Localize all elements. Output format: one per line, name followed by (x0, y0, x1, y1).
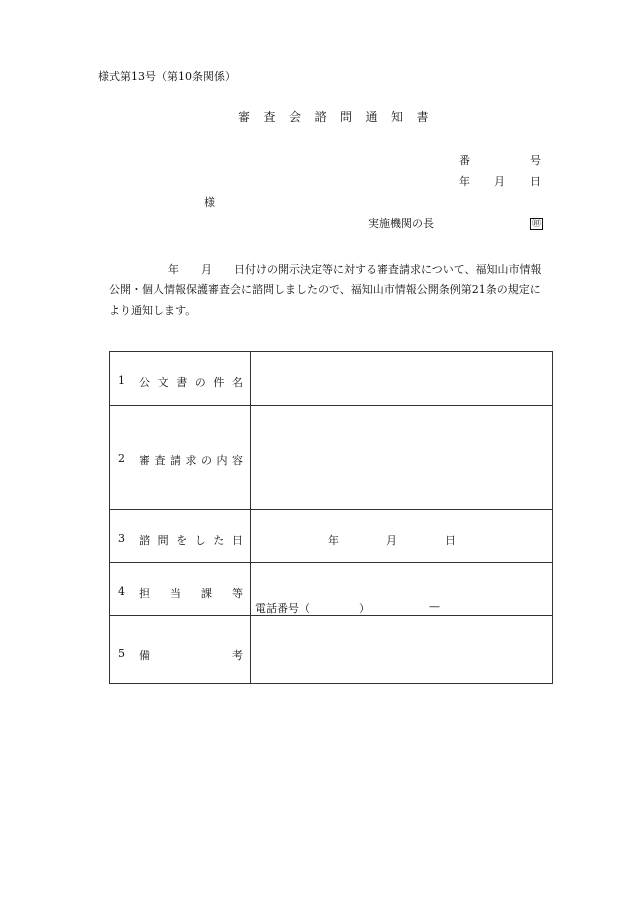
row-label (110, 352, 251, 405)
body-line1-text: 日付けの開示決定等に対する審査請求について、福知山市情報 (234, 263, 542, 276)
label-char: 求 (185, 454, 197, 467)
label-char: 請 (170, 454, 181, 467)
label-char: 課 (201, 587, 212, 600)
row-label-text (139, 374, 243, 390)
label-char: 内 (216, 454, 228, 467)
date-day-label: 日 (445, 534, 456, 547)
body-month: 月 (201, 263, 212, 276)
remarks-field[interactable] (251, 616, 552, 684)
department-field[interactable] (251, 563, 552, 615)
request-content-field[interactable] (251, 406, 552, 509)
label-char: 諮 (139, 534, 150, 547)
document-number-label: 番 (459, 154, 470, 167)
label-char: 担 (139, 587, 150, 600)
body-text-line (168, 264, 542, 275)
title-char: 通 (365, 110, 378, 124)
date-month-label: 月 (386, 534, 397, 547)
label-char: 問 (157, 534, 169, 547)
form-number: 様式第13号（第10条関係） (98, 70, 236, 83)
title-char: 知 (391, 110, 404, 124)
label-char: 件 (213, 376, 225, 389)
label-char: 当 (170, 587, 181, 600)
label-char: 書 (176, 376, 188, 389)
row-number: 5 (118, 647, 125, 660)
table-row (110, 562, 552, 615)
label-char: の (194, 376, 206, 389)
phone-dash: — (429, 600, 440, 613)
notice-table (109, 351, 553, 684)
table-row (110, 615, 552, 684)
table-row (110, 509, 552, 562)
label-char: を (176, 534, 188, 547)
table-row (110, 405, 552, 509)
row-number: 1 (118, 374, 125, 387)
label-char: 公 (139, 376, 150, 389)
label-char: 容 (232, 454, 243, 467)
label-char: の (201, 454, 212, 467)
row-number: 4 (118, 585, 125, 598)
label-char: 考 (232, 649, 243, 662)
row-number: 2 (118, 452, 125, 465)
label-char: 審 (139, 454, 150, 467)
label-char: た (213, 534, 225, 547)
row-label-text (139, 532, 243, 548)
row-label-text (139, 452, 243, 468)
row-number: 3 (118, 532, 125, 545)
date-year-label: 年 (328, 534, 339, 547)
label-char: 備 (139, 649, 150, 662)
title-char: 諮 (314, 110, 327, 124)
title-char: 問 (340, 110, 353, 124)
row-label (110, 406, 251, 509)
phone-close-paren: ） (359, 602, 370, 615)
row-label (110, 563, 251, 615)
label-char: 文 (157, 376, 169, 389)
document-number-suffix: 号 (530, 154, 541, 167)
body-year: 年 (168, 263, 179, 276)
label-char: 名 (231, 376, 243, 389)
document-title-field[interactable] (251, 352, 552, 405)
document-title (238, 111, 442, 123)
sender-title: 実施機関の長 (368, 217, 434, 230)
row-label-text (139, 585, 243, 601)
phone-label: 電話番号（ (255, 602, 310, 615)
label-char: 日 (231, 534, 243, 547)
table-row (110, 352, 552, 405)
row-label-text (139, 647, 243, 663)
title-char: 書 (416, 110, 429, 124)
label-char: 等 (232, 587, 243, 600)
body-text-line: より通知します。 (109, 304, 197, 317)
row-label (110, 616, 251, 684)
label-char: し (194, 534, 206, 547)
title-char: 査 (263, 110, 276, 124)
issue-date-year: 年 (459, 175, 470, 188)
consultation-date-field[interactable] (251, 510, 552, 562)
issue-date-month: 月 (494, 175, 505, 188)
title-char: 会 (289, 110, 302, 124)
issue-date-day: 日 (530, 175, 541, 188)
recipient-honorific: 様 (204, 196, 215, 209)
title-char: 審 (238, 110, 251, 124)
label-char: 査 (154, 454, 166, 467)
seal-mark: ㊞ (532, 219, 542, 229)
row-label (110, 510, 251, 562)
body-text-line: 公開・個人情報保護審査会に諮問しましたので、福知山市情報公開条例第21条の規定に (109, 283, 541, 296)
